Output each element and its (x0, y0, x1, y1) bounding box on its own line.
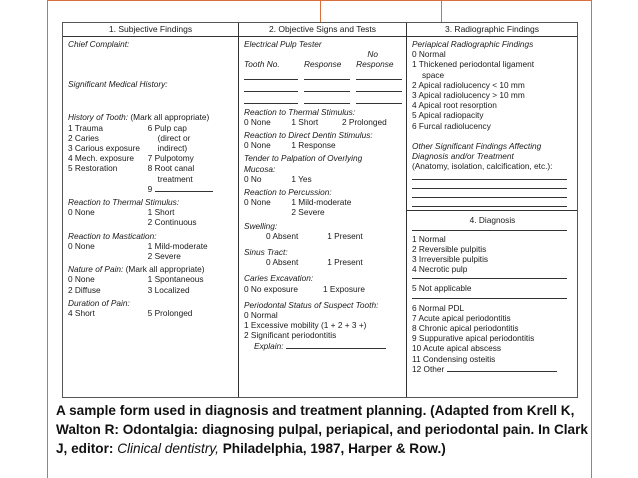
accent-line-top (47, 0, 592, 1)
caption-book: Clinical dentistry, (117, 441, 219, 456)
diagnosis-option: 2 Reversible pulpitis (412, 243, 487, 254)
pain-option: 0 None (68, 274, 95, 285)
ept-header: Tooth No. (244, 59, 280, 70)
palpation-title: Tender to Palpation of Overlying (244, 153, 363, 164)
thermal-title: Reaction to Thermal Stimulus: (68, 197, 180, 208)
caption-main: A sample form used in diagnosis and treatment planning. (Adapted from Krell K, Walton R: Odontalgia: diagnosing pulpal, periapical, and periodontal pain. In Clark J, editor: (56, 403, 588, 456)
column-header: 1. Subjective Findings (63, 23, 238, 37)
duration-option: 4 Short (68, 308, 95, 319)
ept-no: No (367, 49, 378, 60)
periapical-option: 3 Apical radiolucency > 10 mm (412, 90, 525, 101)
caption-tail: Philadelphia, 1987, Harper & Row.) (218, 441, 446, 456)
diagnosis-line (412, 274, 567, 279)
swelling-title: Swelling: (244, 220, 278, 231)
perio-option: 0 Normal (244, 310, 278, 321)
periapical-option-cont: space (422, 69, 445, 80)
periapical-option: 5 Apical radiopacity (412, 110, 484, 121)
perio-title: Periodontal Status of Suspect Tooth: (244, 299, 379, 310)
sinus-title: Sinus Tract: (244, 247, 288, 258)
history-option: 6 Pulp cap (147, 122, 187, 133)
dentin-option: 0 None (244, 140, 271, 151)
explain-line (286, 347, 386, 349)
objective-signs-column (239, 23, 407, 397)
percussion-option: 0 None (244, 197, 271, 208)
mastication-title: Reaction to Mastication: (68, 230, 157, 241)
chief-complaint-label: Chief Complaint: (68, 39, 130, 49)
accent-line-left (47, 0, 48, 478)
diagnosis-option: 4 Necrotic pulp (412, 264, 468, 275)
accent-box-top (320, 0, 442, 23)
palpation-option: 1 Yes (291, 173, 312, 184)
diagnosis-option: 5 Not applicable (412, 283, 472, 294)
dentin-title: Reaction to Direct Dentin Stimulus: (244, 130, 373, 141)
thermal-option: 0 None (68, 207, 95, 218)
sinus-option: 1 Present (327, 257, 363, 268)
history-other-line (155, 190, 213, 192)
dentin-option: 1 Response (291, 140, 336, 151)
thermal2-option: 1 Short (291, 116, 319, 127)
caries-title: Caries Excavation: (244, 273, 314, 284)
periapical-option: 4 Apical root resorption (412, 100, 497, 111)
pain-option: 1 Spontaneous (147, 274, 204, 285)
history-option-cont: (direct or (157, 132, 191, 143)
palpation-title-cont: Mucosa: (244, 163, 276, 174)
history-option-cont: treatment (157, 173, 193, 184)
perio-option: 2 Significant periodontitis (244, 330, 337, 341)
diagnosis-form (62, 22, 578, 398)
other-findings-title: Other Significant Findings Affecting Diagnosis and/or Treatment (412, 140, 542, 162)
percussion-option: 2 Severe (291, 207, 325, 218)
diagnosis-header-line (412, 227, 567, 231)
periapical-dx-option: 11 Condensing osteitis (412, 353, 496, 364)
history-option: 7 Pulpotomy (147, 153, 194, 164)
percussion-title: Reaction to Percussion: (244, 187, 332, 198)
swelling-option: 0 Absent (266, 230, 299, 241)
duration-option: 5 Prolonged (147, 308, 193, 319)
history-title: History of Tooth: (68, 112, 129, 123)
mastication-option: 2 Severe (147, 251, 181, 262)
radiographic-findings-column (407, 23, 577, 397)
pain-option: 2 Diffuse (68, 284, 101, 295)
history-option: 9 (147, 183, 153, 194)
other-findings-lines (412, 171, 573, 207)
history-option: 2 Caries (68, 132, 99, 143)
subjective-findings-column (63, 23, 239, 397)
history-option-cont: indirect) (157, 143, 188, 154)
ept-blank-rows (244, 71, 402, 104)
periapical-option: 2 Apical radiolucency < 10 mm (412, 79, 525, 90)
periapical-dx-option: 6 Normal PDL (412, 302, 465, 313)
periapical-option: 6 Furcal radiolucency (412, 120, 491, 131)
palpation-option: 0 No (244, 173, 262, 184)
thermal-option: 1 Short (147, 207, 175, 218)
ept-header: Response (356, 59, 394, 70)
periapical-title: Periapical Radiographic Findings (412, 39, 534, 49)
diagnosis-divider (407, 210, 577, 211)
column-header: 2. Objective Signs and Tests (239, 23, 406, 37)
diagnosis-option: 1 Normal (412, 233, 446, 244)
percussion-option: 1 Mild-moderate (291, 197, 352, 208)
column-header: 3. Radiographic Findings (407, 23, 577, 37)
periapical-dx-option: 12 Other (412, 363, 445, 374)
periapical-option: 0 Normal (412, 49, 446, 60)
mastication-option: 0 None (68, 240, 95, 251)
mastication-option: 1 Mild-moderate (147, 240, 208, 251)
pain-title: Nature of Pain: (68, 264, 124, 275)
caries-option: 0 No exposure (244, 283, 298, 294)
sinus-option: 0 Absent (266, 257, 299, 268)
perio-option: 1 Excessive mobility (1 + 2 + 3 +) (244, 320, 367, 331)
diagnosis-header: 4. Diagnosis (469, 215, 516, 226)
diagnosis-line (412, 294, 567, 299)
explain-label: Explain: (254, 340, 284, 351)
swelling-option: 1 Present (327, 230, 363, 241)
periapical-dx-option: 8 Chronic apical periodontitis (412, 323, 519, 334)
figure-caption (56, 401, 596, 458)
history-option: 3 Carious exposure (68, 143, 140, 154)
pain-option: 3 Localized (147, 284, 190, 295)
periapical-dx-option: 10 Acute apical abscess (412, 343, 502, 354)
other-dx-line (447, 370, 557, 372)
thermal2-title: Reaction to Thermal Stimulus: (244, 106, 356, 117)
periapical-option: 1 Thickened periodontal ligament (412, 59, 535, 70)
medical-history-label: Significant Medical History: (68, 79, 168, 90)
diagnosis-option: 3 Irreversible pulpitis (412, 254, 489, 265)
thermal2-option: 2 Prolonged (341, 116, 387, 127)
periapical-dx-option: 7 Acute apical periodontitis (412, 312, 511, 323)
history-option: 1 Trauma (68, 122, 104, 133)
caries-option: 1 Exposure (323, 283, 365, 294)
other-findings-note: (Anatomy, isolation, calcification, etc.): (412, 161, 553, 172)
periapical-dx-option: 9 Suppurative apical periodontitis (412, 333, 535, 344)
thermal-option: 2 Continuous (147, 217, 197, 228)
pain-note: (Mark all appropriate) (125, 264, 205, 275)
ept-header: Response (304, 59, 342, 70)
history-note: (Mark all appropriate) (130, 112, 210, 123)
history-option: 5 Restoration (68, 163, 118, 174)
duration-title: Duration of Pain: (68, 297, 130, 308)
thermal2-option: 0 None (244, 116, 271, 127)
ept-title: Electrical Pulp Tester (244, 39, 322, 49)
history-option: 8 Root canal (147, 163, 195, 174)
history-option: 4 Mech. exposure (68, 153, 134, 164)
